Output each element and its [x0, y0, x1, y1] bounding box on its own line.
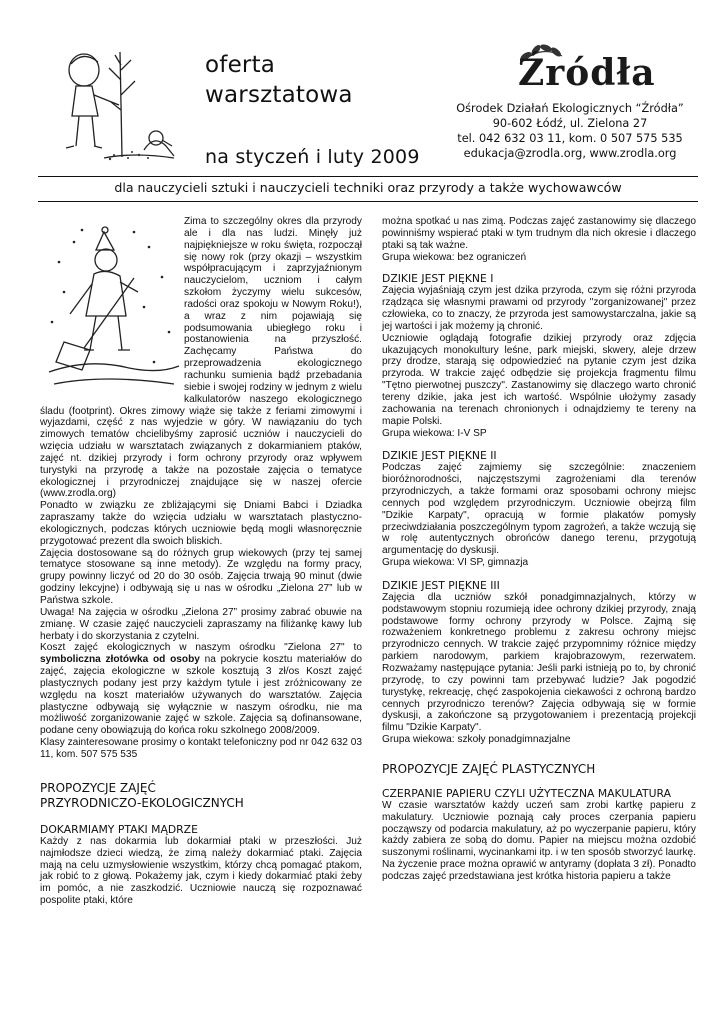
contact-paragraph: Klasy zainteresowane prosimy o kontakt telefoniczny pod nr 042 632 03 11, kom. 507 575 535	[40, 737, 362, 760]
workshop-title-paper: CZERPANIE PAPIERU CZYLI UŻYTECZNA MAKULATURA	[382, 786, 671, 800]
workshop-text-wild-1a: Zajęcia wyjaśniają czym jest dzika przyroda, czym się różni przyroda rządząca się własnymi prawami od przyrody "zorganizowanej" przez człowieka, co to znaczy, że przyroda jest samowystarczalna, jakie są jej wartości i jak możemy ją chronić.	[382, 285, 696, 332]
notice-paragraph: Uwaga! Na zajęcia w ośrodku „Zielona 27” prosimy zabrać obuwie na zmianę. W czasie zajęć nauczycieli zapraszamy na filiżankę kawy lub herbaty i do skorzystania z czytelni.	[40, 606, 362, 642]
left-column	[40, 216, 362, 907]
intro-paragraph: Zima to szczególny okres dla przyrody ale i dla nas ludzi. Minęły już najpiękniejsze w roku święta, rozpoczął się nowy rok (przy okazji – wszystkim współpracującym i zaprzyjaźnionym nauczycielom, uczniom i całym szkołom życzymy wielu sukcesów, radości oraz spokoju w Nowym Roku!), a wraz z nim pojawiają się podsumowania ubiegłego roku i postanowienia na przyszłość. Zachęcamy Państwa do przeprowadzenia ekologicznego rachunku sumienia bądź przebadania siebie i swojej rodziny w jednym z wielu kalkulatorów naszego ekologicznego śladu (footprint). Okres zimowy wiąże się także z feriami zimowymi i wyjazdami, część z nas wyjedzie w góry. W nawiązaniu do tych zimowych tematów chcielibyśmy zaprosić uczniów i nauczycieli do wzięcia udziału w warsztatach związanych z dokarmianiem ptaków, zajęć nt. dzikiej przyrody i form ochrony przyrody oraz wpływem turystyki na przyrodę a także na pozostałe zajęcia o tematyce ekologicznej i przyrodniczej znajdujące się w naszej ofercie (www.zrodla.org)	[40, 216, 362, 500]
planting-tree-illustration	[44, 40, 194, 175]
logo: Źródła	[518, 52, 656, 94]
header-rule-top	[38, 176, 698, 177]
workshop-text-paper: W czasie warsztatów każdy uczeń sam zrobi kartkę papieru z makulatury. Uczniowie poznają cały proces czerpania papieru począwszy od podarcia makulatury, aż po wyczerpanie papieru, który każdy zabiera ze sobą do domu. Papier na miejscu można ozdobić suszonymi roślinami, wycinankami itp. i w ten sposób stworzyć laurkę. Na życzenie prace można oprawić w antyramy (dopłata 3 zł). Ponadto podczas zajęć przedstawiana jest krótka historia papieru a także	[382, 799, 696, 882]
audience-subtitle: dla nauczycieli sztuki i nauczycieli techniki oraz przyrody a także wychowawców	[114, 180, 622, 195]
org-web: edukacja@zrodla.org, www.zrodla.org	[463, 147, 677, 160]
period-title: na styczeń i luty 2009	[205, 146, 420, 168]
workshop-title-birds: DOKARMIAMY PTAKI MĄDRZE	[40, 822, 198, 836]
age-groups-paragraph: Zajęcia dostosowane są do różnych grup wiekowych (przy tej samej tematyce stosowane są inne metody). Ze względu na formy pracy, grupy powinny liczyć od 20 do 30 osób. Zajęcia trwają 90 minut (dwie godziny lekcyjne) i odbywają się u nas w ośrodku „Zielona 27” lub w Państwa szkole.	[40, 547, 362, 606]
section-heading-ecology-2: PRZYRODNICZO-EKOLOGICZNYCH	[40, 795, 244, 810]
org-name: Ośrodek Działań Ekologicznych “Źródła”	[456, 102, 684, 115]
wild-2-age-group: Grupa wiekowa: VI SP, gimnazja	[382, 557, 529, 569]
workshop-title-wild-1: DZIKIE JEST PIĘKNE I	[382, 272, 494, 286]
right-column	[382, 216, 696, 883]
birds-continued-text: można spotkać u nas zimą. Podczas zajęć zastanowimy się dlaczego powinniśmy wspierać ptaki w tym trudnym dla nich okresie i dlaczego ptaki są tak ważne.	[382, 216, 696, 251]
section-heading-ecology-1: PROPOZYCJE ZAJĘĆ	[40, 780, 156, 795]
cost-text-c: na pokrycie kosztu materiałów do zajęć, zajęcia ekologiczne w szkole kosztują 3 zł/os Koszt zajęć plastycznych podany jest przy każdym tytule i jest zróżnicowany ze względu na koszt materiałów używanych do warsztatów. Zajęcia plastyczne odbywają się wyłącznie w naszym ośrodku, nie ma możliwość zorganizowanie zajęć w szkole. Zajęcia są dofinansowane, podane ceny obowiązują do końca roku szkolnego 2008/2009.	[40, 654, 362, 737]
workshop-text-wild-1b: Uczniowie oglądają fotografie dzikiej przyrody oraz zdjęcia ukazujących monokultury leśne, park miejski, skwery, aleje drzew przy drodze, starają się odpowiedzieć na pytanie czym jest dzika przyroda. W trakcie zajęć odbędzie się projekcja fragmentu filmu "Tętno pierwotnej puszczy". Zastanowimy się dlaczego warto chronić tereny dzikie, jaka jest ich wartość. Wspólnie ułożymy zasady zachowania na terenach chronionych i odnajdziemy te tereny na mapie Polski.	[382, 332, 696, 427]
cost-paragraph	[40, 642, 362, 737]
org-street: 90-602 Łódź, ul. Zielona 27	[492, 117, 648, 130]
title-line-1: oferta	[205, 52, 276, 78]
org-phone: tel. 042 632 03 11, kom. 0 507 575 535	[457, 132, 683, 145]
workshop-text-wild-2: Podczas zajęć zajmiemy się szczególnie: znaczeniem bioróżnorodności, najczęstszymi zagrożeniami dla terenów przyrodniczych, a także formami oraz sposobami ochrony miejsc cennych pod względem przyrodniczym. Uczniowie obejrzą film "Dzikie Karpaty", opracują w formie plakatów pomysły przeciwdziałania poszczególnym typom zagrożeń, a także wczują się w rolę autentycznych obrońców danego terenu, przygotują argumentację do dyskusji.	[382, 462, 696, 557]
header-rule-bottom	[38, 201, 698, 202]
title-line-2: warsztatowa	[205, 82, 353, 108]
wild-1-age-group: Grupa wiekowa: I-V SP	[382, 427, 487, 439]
workshop-title-wild-3: DZIKIE JEST PIĘKNE III	[382, 578, 500, 592]
illustration-spacer	[40, 216, 184, 396]
cost-highlight: symboliczna złotówka od osoby	[40, 654, 200, 666]
section-heading-art: PROPOZYCJE ZAJĘĆ PLASTYCZNYCH	[382, 761, 596, 776]
workshop-title-wild-2: DZIKIE JEST PIĘKNE II	[382, 449, 497, 463]
wild-3-age-group: Grupa wiekowa: szkoły ponadgimnazjalne	[382, 734, 571, 746]
workshop-text-birds: Każdy z nas dokarmia lub dokarmiał ptaki w przeszłości. Już najmłodsze dzieci wiedzą, że zimą należy dokarmiać ptaki. Zajęcia mają na celu uzmysłowienie wszystkim, którzy chcą pomagać ptakom, jak robić to z głową. Pokażemy jak, czym i kiedy dokarmiać ptaki żeby im pomóc, a nie zaszkodzić. Uczniowie nauczą się rozpoznawać pospolite ptaki, które	[40, 835, 362, 907]
birds-age-group: Grupa wiekowa: bez ograniczeń	[382, 251, 527, 263]
cost-text-a: Koszt zajęć ekologicznych w naszym ośrodku "Zielona 27" to	[40, 642, 362, 654]
address-block	[440, 101, 700, 161]
grandparents-paragraph: Ponadto w związku ze zbliżającymi się Dniami Babci i Dziadka zapraszamy także do wzięcia udziału w warsztatach plastyczno-ekologicznych, podczas których uczniowie będą mogli własnoręcznie przygotować prezent dla swoich bliskich.	[40, 500, 362, 547]
workshop-text-wild-3: Zajęcia dla uczniów szkół ponadgimnazjalnych, którzy w podstawowym stopniu rozumieją idee ochrony dzikiej przyrody, znają podstawowe formy ochrony przyrody w Polsce. Zajmą się rozważeniem konkretnego problemu z zakresu ochrony miejsc przyrodniczo cennych. W trakcie zajęć przypomnimy różnice między parkiem narodowym, parkiem krajobrazowym, rezerwatem. Rozważamy następujące pytania: Jeśli parki istnieją po to, by chronić przyrodę, to czy powinni tam przebywać ludzie? Jak pogodzić turystykę, rekreację, chęć zaspokojenia ciekawości z ochroną bardzo cennych przyrodniczo terenów? Zajęcia odbywają się w formie dyskusji, a zakończone są przygotowaniem i prezentacją projekcji filmu "Dzikie Karpaty".	[382, 591, 696, 734]
